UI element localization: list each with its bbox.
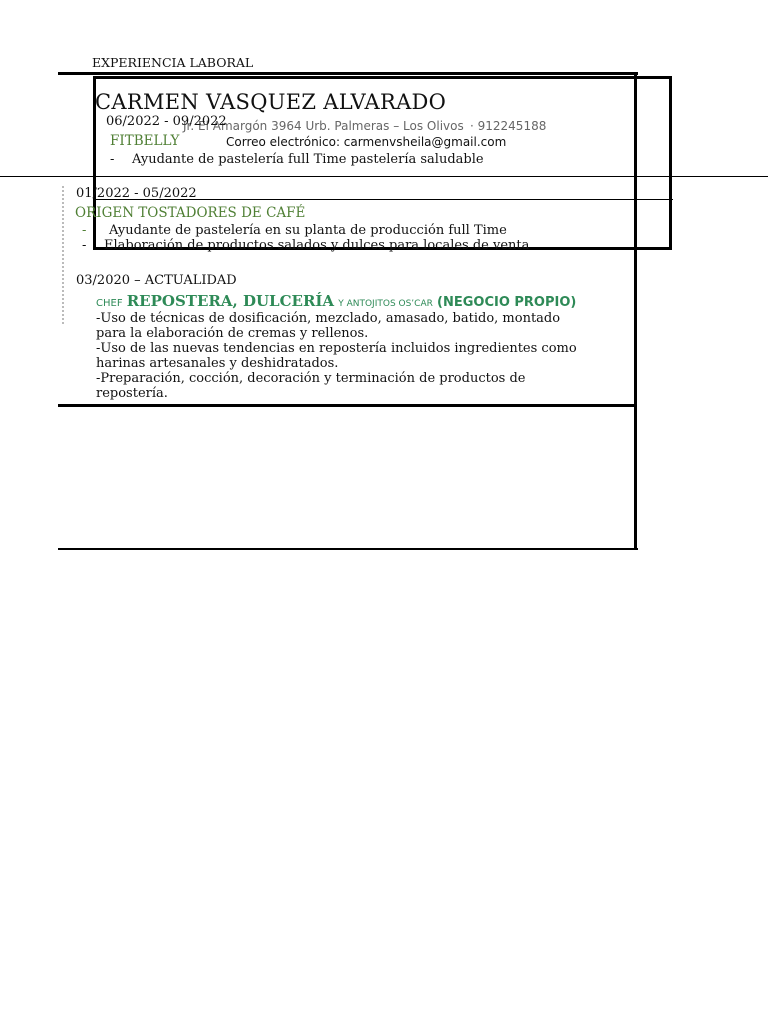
job3-role: [96, 292, 576, 310]
mid-rule: [58, 404, 637, 407]
job3-line-2: para la elaboración de cremas y rellenos.: [96, 326, 369, 341]
job3-line-4: harinas artesanales y deshidratados.: [96, 356, 339, 371]
job2-bullet2-text: Elaboración de productos salados y dulces para locales de venta: [104, 238, 530, 253]
job2-company: ORIGEN TOSTADORES DE CAFÉ: [75, 205, 306, 221]
frame-top-rule: [58, 72, 638, 75]
job3-line-5: -Preparación, cocción, decoración y terminación de productos de: [96, 371, 526, 386]
job2-bullet1-dash: -: [82, 223, 87, 238]
phone: · 912245188: [470, 119, 547, 133]
job3-line-3: -Uso de las nuevas tendencias en repostería incluidos ingredientes como: [96, 341, 577, 356]
email: Correo electrónico: carmenvsheila@gmail.com: [226, 135, 507, 149]
job1-dates: 06/2022 - 09/2022: [106, 114, 227, 129]
job3-line-1: -Uso de técnicas de dosificación, mezclado, amasado, batido, montado: [96, 311, 561, 326]
job3-role-main: REPOSTERA, DULCERÍA: [126, 292, 335, 310]
job3-role-prefix: CHEF: [96, 298, 123, 309]
job3-role-suffix: (NEGOCIO PROPIO): [437, 295, 577, 310]
job1-company: FITBELLY: [110, 133, 180, 149]
job3-line-6: repostería.: [96, 386, 168, 401]
frame-bottom-rule: [58, 548, 638, 550]
job3-role-mid: Y ANTOJITOS OS’CAR: [338, 299, 433, 309]
address: Jr. El Amargón 3964 Urb. Palmeras – Los Olivos: [183, 119, 464, 133]
job1-bullet-text: Ayudante de pastelería full Time pastelería saludable: [132, 152, 484, 167]
timeline-dots: [62, 186, 64, 324]
job3-dates: 03/2020 – ACTUALIDAD: [76, 273, 237, 288]
job2-bullet2-dash: -: [82, 238, 87, 253]
job2-dates: 01/2022 - 05/2022: [76, 186, 197, 201]
candidate-name: CARMEN VASQUEZ ALVARADO: [95, 90, 447, 114]
job1-bullet-dash: -: [110, 152, 115, 167]
section-title: EXPERIENCIA LABORAL: [92, 55, 254, 70]
job2-bullet1-text: Ayudante de pastelería en su planta de producción full Time: [109, 223, 507, 238]
